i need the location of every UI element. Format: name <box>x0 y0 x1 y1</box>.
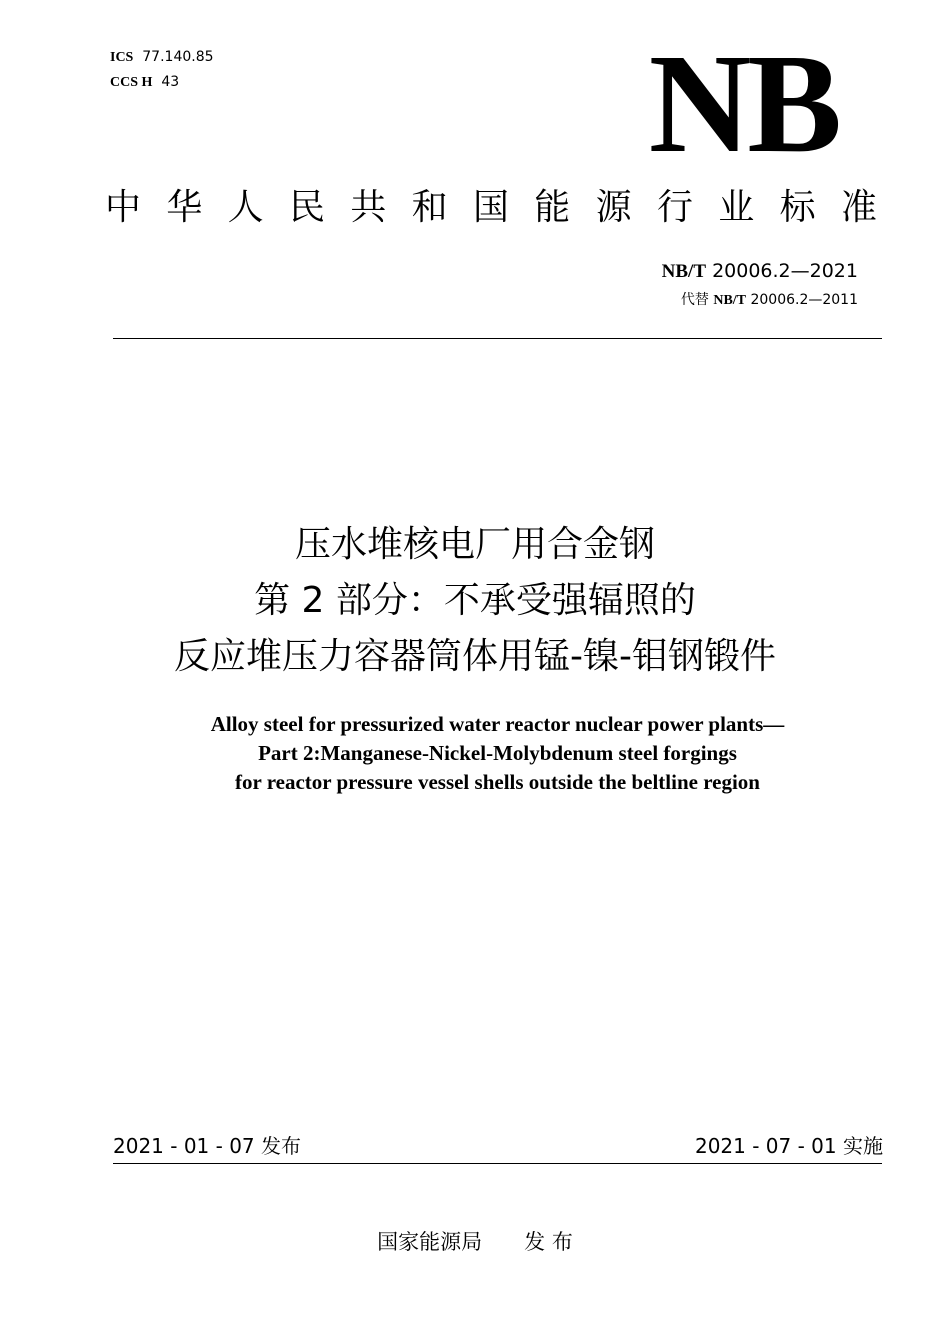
ics-value: 77.140.85 <box>142 49 214 65</box>
org-char: 人 <box>227 187 264 228</box>
org-char: 行 <box>656 187 693 228</box>
org-char: 能 <box>534 187 571 228</box>
replaces-standard <box>681 289 858 312</box>
replaces-prefix: NB/T <box>713 293 747 308</box>
org-char: 标 <box>779 187 816 228</box>
org-char: 中 <box>105 187 142 228</box>
org-char: 民 <box>288 187 325 228</box>
replaces-label: 代替 <box>680 292 709 308</box>
ccs-row <box>110 70 214 95</box>
issuer-action: 发 布 <box>524 1230 573 1254</box>
org-char: 华 <box>166 187 203 228</box>
org-char: 业 <box>718 187 755 228</box>
top-divider <box>113 338 882 339</box>
title-english <box>20 710 950 797</box>
org-char: 准 <box>840 187 877 228</box>
standard-number <box>662 258 858 285</box>
issue-date: 2021 - 01 - 07 发布 <box>113 1134 302 1158</box>
nb-logo: NB <box>648 24 838 182</box>
org-char: 源 <box>595 187 632 228</box>
ccs-label: CCS H <box>110 75 153 90</box>
implementation-date: 2021 - 07 - 01 实施 <box>694 1134 883 1158</box>
ics-label: ICS <box>110 50 134 65</box>
title-en-line: for reactor pressure vessel shells outside the beltline region <box>235 770 760 794</box>
title-cn-line: 压水堆核电厂用合金钢 <box>294 524 655 565</box>
organization-title <box>105 183 877 233</box>
org-char: 和 <box>411 187 448 228</box>
title-en-line: Part 2:Manganese-Nickel-Molybdenum steel forgings <box>258 741 737 765</box>
title-en-line: Alloy steel for pressurized water reactor nuclear power plants— <box>210 712 785 736</box>
standard-prefix: NB/T <box>661 261 707 282</box>
org-char: 共 <box>350 187 387 228</box>
ccs-value: 43 <box>161 74 180 90</box>
issuer-name: 国家能源局 <box>377 1230 483 1254</box>
bottom-divider <box>113 1163 882 1164</box>
issuer <box>0 1228 950 1256</box>
title-chinese <box>0 517 950 685</box>
replaces-code: 20006.2—2011 <box>750 292 858 308</box>
classification-codes <box>110 45 214 95</box>
title-cn-line: 第 2 部分：不承受强辐照的 <box>254 580 696 621</box>
org-char: 国 <box>472 187 509 228</box>
ics-row <box>110 45 214 70</box>
title-cn-line: 反应堆压力容器筒体用锰-镍-钼钢锻件 <box>174 636 776 677</box>
standard-code: 20006.2—2021 <box>712 260 858 282</box>
